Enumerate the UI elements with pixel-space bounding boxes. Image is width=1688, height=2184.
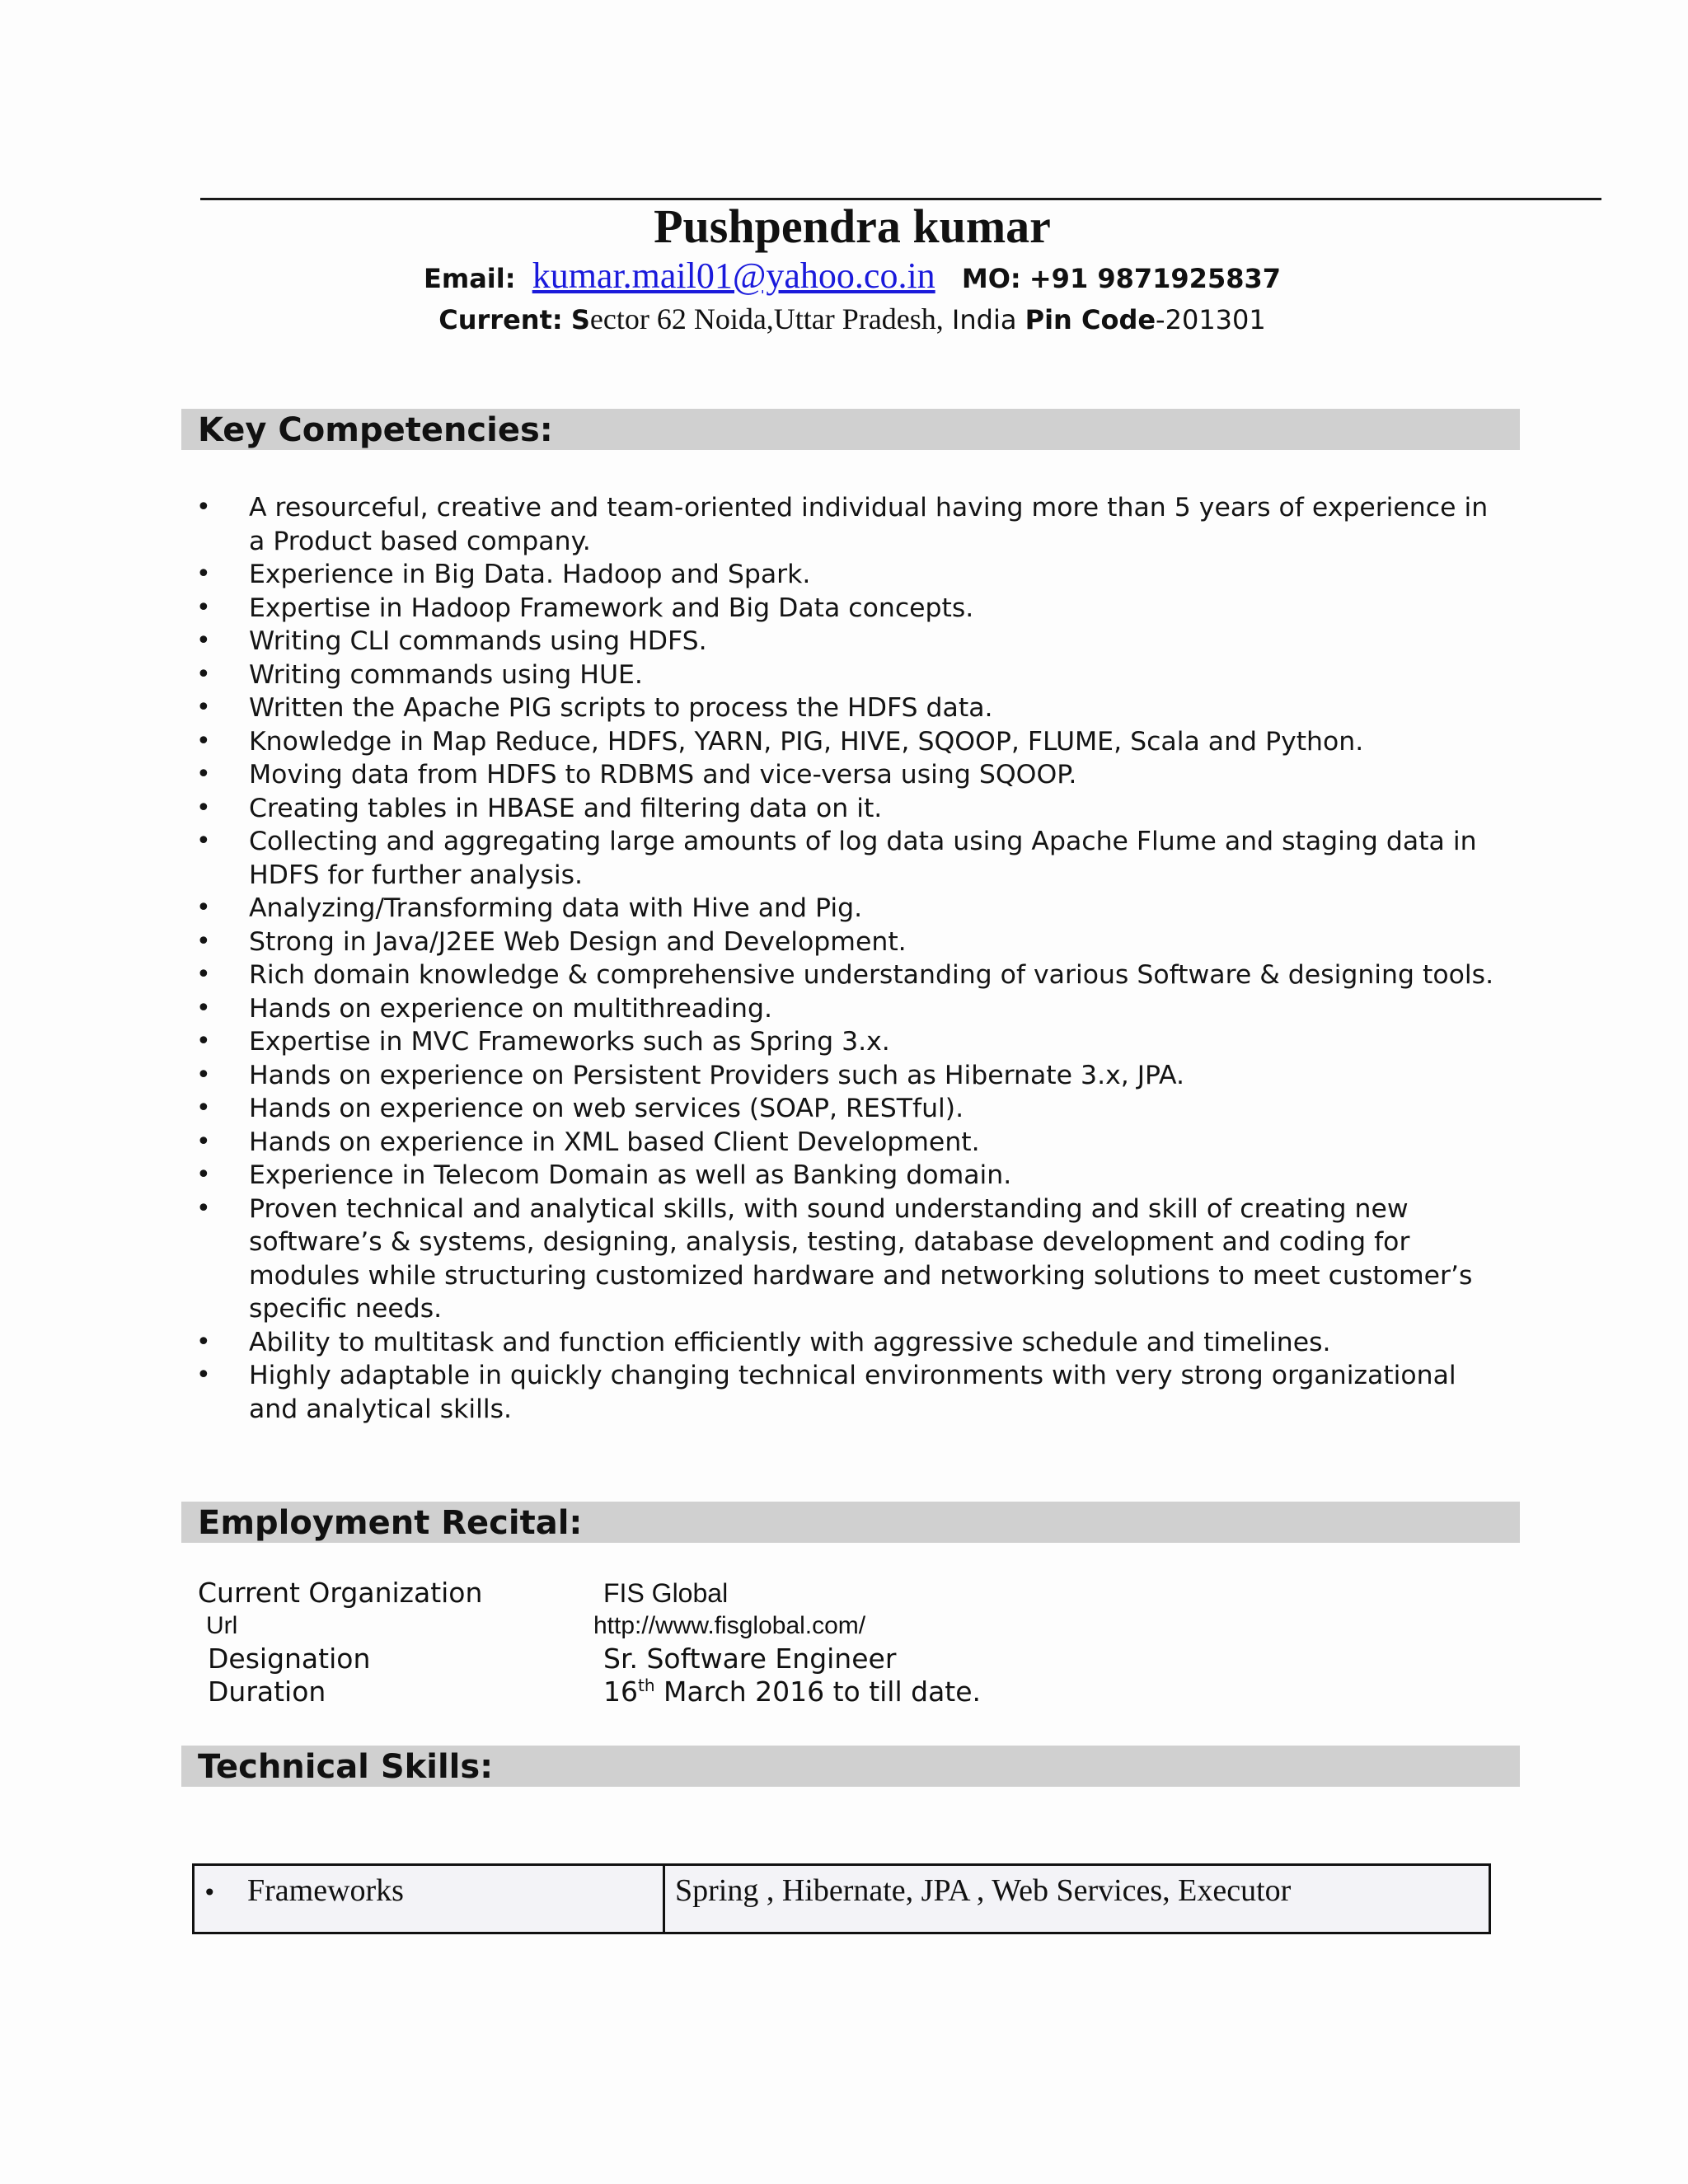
employment-duration-row [198, 1675, 1352, 1708]
competency-text: Rich domain knowledge & comprehensive understanding of various Software & designing tools. [249, 960, 1494, 990]
bullet-icon: • [203, 1879, 217, 1906]
duration-label: Duration [208, 1675, 326, 1708]
bullet-icon: • [196, 1127, 211, 1156]
competency-item [191, 958, 1510, 992]
competency-text: Writing CLI commands using HDFS. [249, 626, 707, 656]
competency-item [191, 592, 1510, 626]
skills-table [192, 1863, 1491, 1934]
competency-text: Hands on experience on Persistent Providers such as Hibernate 3.x, JPA. [249, 1060, 1185, 1090]
competency-item [191, 892, 1510, 926]
competency-text: Knowledge in Map Reduce, HDFS, YARN, PIG, HIVE, SQOOP, FLUME, Scala and Python. [249, 726, 1364, 757]
org-value: FIS Global [603, 1578, 729, 1608]
url-label: Url [206, 1612, 238, 1639]
bullet-icon: • [196, 793, 211, 823]
bullet-icon: • [196, 993, 211, 1023]
competency-item [191, 725, 1510, 759]
candidate-name: Pushpendra kumar [654, 199, 1051, 253]
competency-item [191, 1025, 1510, 1059]
employment-details [198, 1577, 1352, 1708]
competency-text: Creating tables in HBASE and filtering data on it. [249, 793, 883, 823]
address-country: India [951, 304, 1017, 335]
competency-list [191, 491, 1510, 1426]
contact-line [0, 257, 1688, 298]
section-technical-skills: Technical Skills: [181, 1746, 1520, 1787]
competency-item [191, 625, 1510, 658]
bullet-icon: • [196, 926, 211, 956]
bullet-icon: • [196, 960, 211, 989]
bullet-icon: • [196, 1060, 211, 1090]
competency-text: Expertise in MVC Frameworks such as Spring 3.x. [249, 1027, 890, 1057]
employment-url-row [198, 1610, 1352, 1643]
pin-label: Pin Code [1025, 304, 1156, 335]
skills-category: Frameworks [247, 1873, 404, 1908]
competency-text: Strong in Java/J2EE Web Design and Development. [249, 926, 907, 957]
skills-category-cell [194, 1865, 664, 1933]
bullet-icon: • [196, 1361, 211, 1390]
bullet-icon: • [196, 760, 211, 789]
competency-text: Hands on experience on multithreading. [249, 993, 772, 1024]
designation-label: Designation [208, 1643, 371, 1675]
competency-item [191, 1059, 1510, 1093]
bullet-icon: • [196, 893, 211, 922]
competency-text: Ability to multitask and function efficiently with aggressive schedule and timelines. [249, 1327, 1331, 1357]
skills-items: Spring , Hibernate, JPA , Web Services, Executor [675, 1873, 1292, 1908]
designation-value: Sr. Software Engineer [603, 1643, 897, 1675]
section-key-competencies: Key Competencies: [181, 409, 1520, 450]
bullet-icon: • [196, 1327, 211, 1357]
competency-item [191, 491, 1510, 558]
competency-text: Analyzing/Transforming data with Hive and Pig. [249, 893, 863, 923]
competency-item [191, 758, 1510, 792]
competency-item [191, 992, 1510, 1026]
competency-text: Hands on experience on web services (SOAP, RESTful). [249, 1094, 964, 1123]
competency-item [191, 926, 1510, 959]
mobile-number: +91 9871925837 [1029, 263, 1281, 294]
competency-item [191, 691, 1510, 725]
bullet-icon: • [196, 560, 211, 588]
competency-text: Proven technical and analytical skills, with sound understanding and skill of creating new software’s & systems, designing, analysis, testing, database development and coding for modules while structuring customized hardware and networking solutions to meet customer’s specific needs. [249, 1193, 1473, 1324]
competency-text: Written the Apache PIG scripts to process the HDFS data. [249, 693, 993, 723]
bullet-icon: • [196, 593, 211, 622]
bullet-icon: • [196, 659, 211, 689]
competency-text: Experience in Telecom Domain as well as Banking domain. [249, 1160, 1012, 1190]
competency-text: Hands on experience in XML based Client Development. [249, 1127, 980, 1157]
competency-text: Collecting and aggregating large amounts of log data using Apache Flume and staging data in HDFS for further analysis. [249, 827, 1477, 890]
competency-item [191, 558, 1510, 592]
bullet-icon: • [196, 1160, 211, 1189]
email-label: Email: [423, 263, 516, 294]
competency-item [191, 1126, 1510, 1160]
bullet-icon: • [196, 493, 211, 522]
competency-text: Moving data from HDFS to RDBMS and vice-versa using SQOOP. [249, 760, 1077, 790]
address-text: ector 62 Noida,Uttar Pradesh, [589, 302, 944, 335]
bullet-icon: • [196, 827, 211, 855]
section-employment: Employment Recital: [181, 1502, 1520, 1543]
competency-item [191, 825, 1510, 892]
duration-day: 16 [603, 1675, 638, 1708]
current-label: Current: [438, 304, 563, 335]
bullet-icon: • [196, 1027, 211, 1056]
competency-text: Experience in Big Data. Hadoop and Spark. [249, 560, 811, 589]
competency-item [191, 1326, 1510, 1360]
competency-item [191, 1193, 1510, 1326]
bullet-icon: • [196, 693, 211, 722]
employment-designation-row [198, 1643, 1352, 1675]
address-line [0, 300, 1688, 339]
mobile-label: MO: [961, 263, 1021, 294]
competency-text: Writing commands using HUE. [249, 659, 643, 690]
employment-org-row [198, 1577, 1352, 1610]
url-value[interactable]: http://www.fisglobal.com/ [593, 1612, 866, 1639]
competency-item [191, 1092, 1510, 1126]
competency-item [191, 1359, 1510, 1426]
bullet-icon: • [196, 726, 211, 756]
competency-text: Highly adaptable in quickly changing technical environments with very strong organizational and analytical skills. [249, 1361, 1456, 1424]
address-initial: S [570, 304, 590, 335]
competency-text: Expertise in Hadoop Framework and Big Data concepts. [249, 593, 974, 623]
competency-item [191, 658, 1510, 692]
competency-item [191, 792, 1510, 826]
competency-item [191, 1159, 1510, 1193]
skills-items-cell [664, 1865, 1490, 1933]
competency-text: A resourceful, creative and team-oriented individual having more than 5 years of experience in a Product based company. [249, 493, 1489, 556]
bullet-icon: • [196, 1094, 211, 1122]
bullet-icon: • [196, 1193, 211, 1223]
pin-code: -201301 [1156, 304, 1266, 335]
duration-value [603, 1675, 981, 1708]
bullet-icon: • [196, 626, 211, 655]
email-link[interactable]: kumar.mail01@yahoo.co.in [532, 255, 935, 296]
org-label: Current Organization [198, 1577, 483, 1609]
duration-suffix: th [638, 1675, 655, 1695]
duration-rest: March 2016 to till date. [654, 1675, 982, 1708]
skills-row [194, 1865, 1490, 1933]
